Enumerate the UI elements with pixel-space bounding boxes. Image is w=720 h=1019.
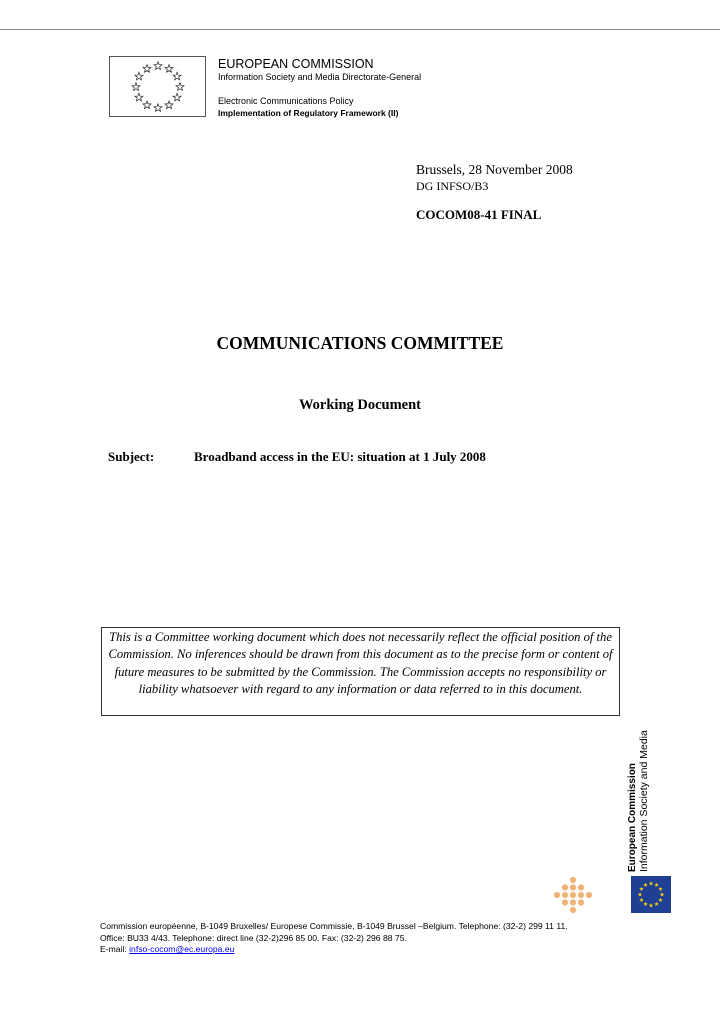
committee-title: COMMUNICATIONS COMMITTEE xyxy=(216,333,504,353)
footer-office: Office: BU33 4/43. Telephone: direct line (32-2)296 85 00. Fax: (32-2) 296 88 75. xyxy=(100,932,407,943)
footer-email-label: E-mail: xyxy=(100,944,130,954)
logo-line-commission: European Commission xyxy=(627,763,638,872)
eu-emblem-box xyxy=(109,56,206,117)
document-reference: COCOM08-41 FINAL xyxy=(416,207,542,222)
logo-line-infso: Information Society and Media xyxy=(638,730,650,872)
dot-pattern-icon xyxy=(553,876,593,914)
footer-email-line xyxy=(100,944,700,956)
directorate-name: Information Society and Media Directorate-General xyxy=(218,72,422,82)
unit-name: Implementation of Regulatory Framework (II) xyxy=(218,108,399,118)
document-type: Working Document xyxy=(298,397,422,413)
footer-address: Commission européenne, B-1049 Bruxelles/ Europese Commissie, B-1049 Brussel –Belgium. Telephone: (32-2) 299 11 11. xyxy=(100,921,568,931)
place-date: Brussels, 28 November 2008 xyxy=(416,162,573,177)
policy-area: Electronic Communications Policy xyxy=(218,96,354,106)
dg-reference: DG INFSO/B3 xyxy=(416,179,489,193)
top-rule xyxy=(0,29,720,30)
disclaimer-box xyxy=(101,627,620,716)
star-circle-icon xyxy=(110,57,207,118)
organization-name: EUROPEAN COMMISSION xyxy=(218,57,374,71)
disclaimer-text: This is a Committee working document which does not necessarily reflect the official position of the Commission. No inferences should be drawn from this document as to the precise form or content of future measures to be submitted by the Commission. The Commission accepts no responsibility or liability whatsoever with regard to any information or data referred to in this document. xyxy=(108,630,613,697)
subject-text: Broadband access in the EU: situation at 1 July 2008 xyxy=(194,449,486,464)
email-link[interactable]: infso-cocom@ec.europa.eu xyxy=(129,944,235,954)
footer xyxy=(100,921,700,956)
subject-label: Subject: xyxy=(108,449,155,464)
eu-flag-icon xyxy=(631,876,671,913)
